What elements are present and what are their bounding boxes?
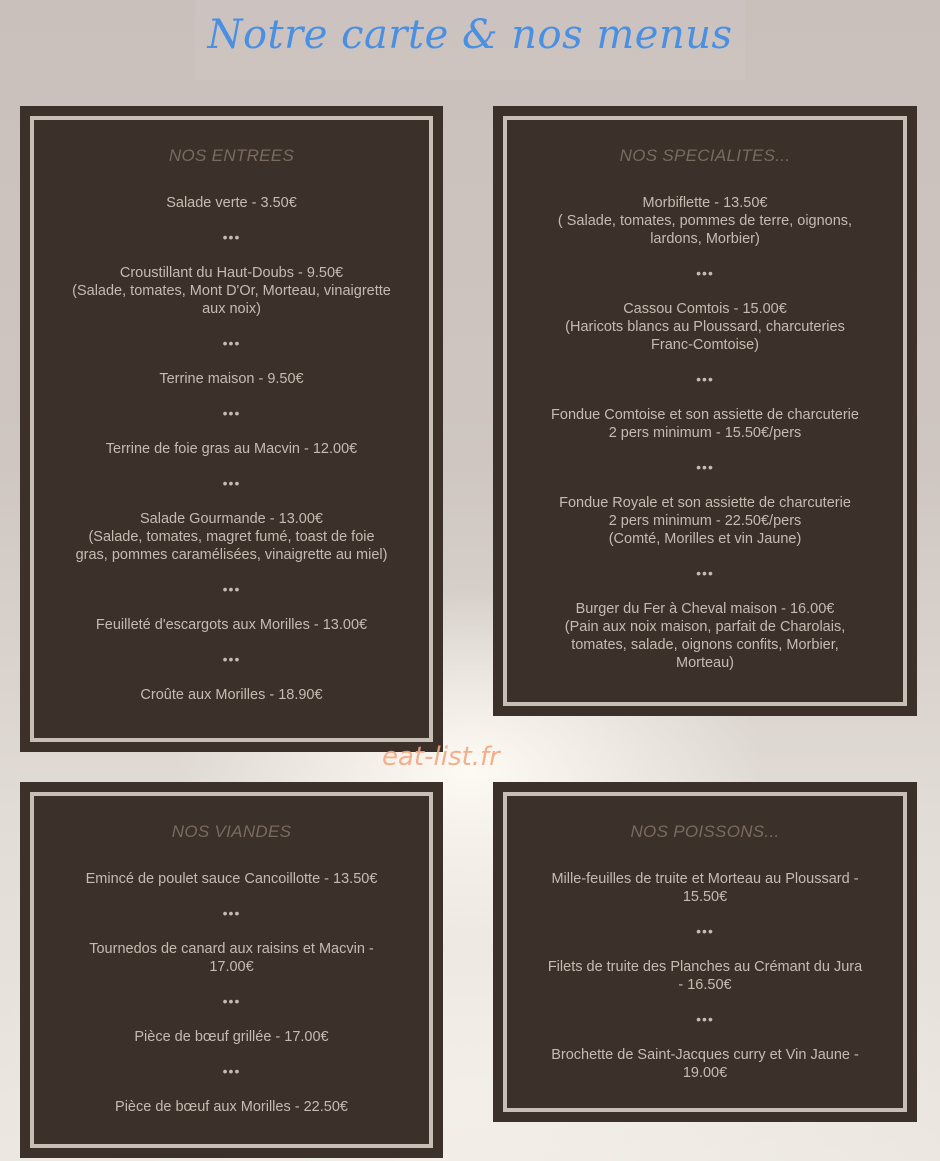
panel-frame	[503, 116, 907, 706]
separator-dots: •••	[222, 475, 241, 491]
menu-item: Feuilleté d'escargots aux Morilles - 13.00€	[95, 617, 368, 633]
menu-item-list	[521, 870, 889, 1082]
panel-entrees	[20, 106, 443, 752]
section-title: NOS VIANDES	[171, 822, 292, 841]
page-title: Notre carte & nos menus	[207, 12, 733, 58]
panel-frame	[30, 116, 433, 742]
separator-dots: •••	[222, 993, 241, 1009]
section-title: NOS ENTREES	[168, 146, 295, 165]
separator-dots: •••	[696, 565, 714, 581]
panel-specialites	[493, 106, 917, 716]
separator-dots: •••	[222, 229, 241, 245]
separator-dots: •••	[696, 371, 714, 387]
menu-item: Fondue Royale et son assiette de charcuterie 2 pers minimum - 22.50€/pers (Comté, Morilles et vin Jaune)	[559, 495, 851, 547]
separator-dots: •••	[696, 923, 714, 939]
menu-item: Filets de truite des Planches au Crémant du Jura - 16.50€	[547, 959, 863, 993]
menu-item: Emincé de poulet sauce Cancoillotte - 13.50€	[85, 871, 378, 887]
menu-item: Croûte aux Morilles - 18.90€	[140, 687, 323, 703]
separator-dots: •••	[222, 651, 241, 667]
menu-item: Salade verte - 3.50€	[166, 195, 297, 211]
panel-frame	[30, 792, 433, 1148]
menu-item-list	[521, 194, 889, 672]
separator-dots: •••	[222, 905, 241, 921]
menu-item: Brochette de Saint-Jacques curry et Vin Jaune - 19.00€	[551, 1047, 859, 1081]
menu-item: Fondue Comtoise et son assiette de charcuterie 2 pers minimum - 15.50€/pers	[551, 407, 859, 441]
menu-item-list	[48, 194, 415, 704]
menu-item: Morbiflette - 13.50€ ( Salade, tomates, pommes de terre, oignons, lardons, Morbier)	[557, 195, 853, 247]
menu-item: Pièce de bœuf grillée - 17.00€	[134, 1029, 329, 1045]
panel-viandes	[20, 782, 443, 1158]
menu-item: Tournedos de canard aux raisins et Macvin - 17.00€	[89, 941, 374, 975]
section-title: NOS SPECIALITES...	[619, 146, 791, 165]
menu-item: Cassou Comtois - 15.00€ (Haricots blancs au Ploussard, charcuteries Franc-Comtoise)	[565, 301, 845, 353]
menu-item: Pièce de bœuf aux Morilles - 22.50€	[115, 1099, 348, 1115]
panel-frame	[503, 792, 907, 1112]
separator-dots: •••	[222, 1063, 241, 1079]
menu-item: Mille-feuilles de truite et Morteau au Ploussard - 15.50€	[551, 871, 859, 905]
menu-item: Salade Gourmande - 13.00€ (Salade, tomates, magret fumé, toast de foie gras, pommes caramélisées, vinaigrette au miel)	[75, 511, 388, 563]
separator-dots: •••	[222, 581, 241, 597]
menu-item: Burger du Fer à Cheval maison - 16.00€ (Pain aux noix maison, parfait de Charolais, tomates, salade, oignons confits, Morbier, Morteau)	[564, 601, 846, 671]
menu-item: Terrine de foie gras au Macvin - 12.00€	[105, 441, 358, 457]
separator-dots: •••	[696, 265, 714, 281]
separator-dots: •••	[696, 459, 714, 475]
separator-dots: •••	[222, 335, 241, 351]
separator-dots: •••	[696, 1011, 714, 1027]
menu-item: Terrine maison - 9.50€	[159, 371, 304, 387]
section-title: NOS POISSONS...	[630, 822, 780, 841]
watermark: eat-list.fr	[382, 742, 500, 772]
panel-poissons	[493, 782, 917, 1122]
menu-item: Croustillant du Haut-Doubs - 9.50€ (Salade, tomates, Mont D'Or, Morteau, vinaigrette aux noix)	[72, 265, 391, 317]
menu-item-list	[48, 870, 415, 1116]
separator-dots: •••	[222, 405, 241, 421]
